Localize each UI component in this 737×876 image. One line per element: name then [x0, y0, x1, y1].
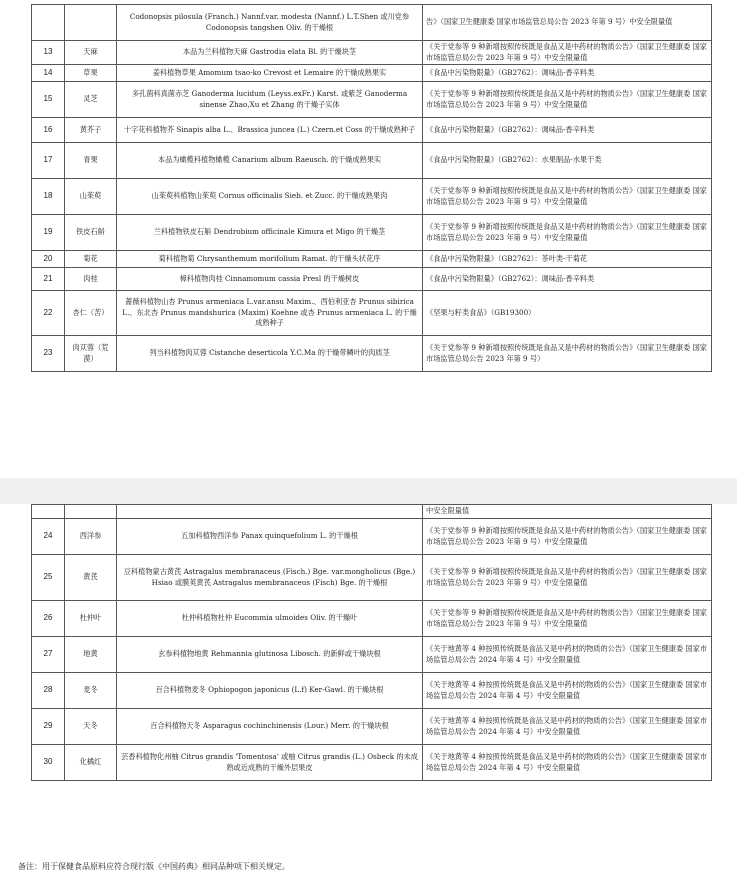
table-row [32, 637, 712, 673]
herb-name: 铁皮石斛 [65, 215, 117, 251]
table-row [32, 555, 712, 601]
row-number: 25 [32, 555, 65, 601]
table-row [32, 673, 712, 709]
table-row [32, 251, 712, 268]
botanical-source: 多孔菌科真菌赤芝 Ganoderma lucidum (Leyss.exFr.) Karst. 或紫芝 Ganoderma sinense Zhao,Xu et Zhang 的干燥子实体 [117, 82, 423, 118]
standard-reference: 《关于党参等 9 种新增按照传统既是食品又是中药材的物质公告》（国家卫生健康委 国家市场监管总局公告 2023 年第 9 号）中安全限量值 [423, 215, 712, 251]
standard-reference: 《坚果与籽类食品》（GB19300） [423, 291, 712, 336]
botanical-source: 五加科植物西洋参 Panax quinquefolium L. 的干燥根 [117, 519, 423, 555]
botanical-source: 樟科植物肉桂 Cinnamomum cassia Presl 的干燥树皮 [117, 268, 423, 291]
herb-name: 地黄 [65, 637, 117, 673]
herb-name [65, 505, 117, 519]
herb-name: 灵芝 [65, 82, 117, 118]
standard-reference: 中安全限量值 [423, 505, 712, 519]
standard-reference: 《关于地黄等 4 种按照传统既是食品又是中药材的物质的公告》（国家卫生健康委 国家市场监管总局公告 2024 年第 4 号）中安全限量值 [423, 709, 712, 745]
row-number: 24 [32, 519, 65, 555]
herb-name: 天冬 [65, 709, 117, 745]
standard-reference: 《关于党参等 9 种新增按照传统既是食品又是中药材的物质公告》（国家卫生健康委 国家市场监管总局公告 2023 年第 9 号）中安全限量值 [423, 82, 712, 118]
standard-reference: 《食品中污染物限量》（GB2762）：调味品-香辛料类 [423, 268, 712, 291]
row-number: 26 [32, 601, 65, 637]
table-row [32, 215, 712, 251]
standard-reference: 《关于党参等 9 种新增按照传统既是食品又是中药材的物质公告》（国家卫生健康委 国家市场监管总局公告 2023 年第 9 号）中安全限量值 [423, 41, 712, 65]
page-gap [0, 478, 737, 504]
herb-name: 青果 [65, 143, 117, 179]
row-number: 20 [32, 251, 65, 268]
botanical-source: 豆科植物蒙古黄芪 Astragalus membranaceus (Fisch.) Bge. var.mongholicus (Bge.) Hsiao 或膜荚黄芪 Astragalus membranaceus (Fisch) Bge. 的干燥根 [117, 555, 423, 601]
row-number: 21 [32, 268, 65, 291]
standard-reference: 《关于党参等 9 种新增按照传统既是食品又是中药材的物质公告》（国家卫生健康委 国家市场监管总局公告 2023 年第 9 号）中安全限量值 [423, 555, 712, 601]
table-row [32, 65, 712, 82]
row-number: 29 [32, 709, 65, 745]
botanical-source: 姜科植物草果 Amomum tsao-ko Crevost et Lemaire 的干燥成熟果实 [117, 65, 423, 82]
herb-name: 菊花 [65, 251, 117, 268]
row-number: 18 [32, 179, 65, 215]
row-number: 17 [32, 143, 65, 179]
table-row [32, 41, 712, 65]
herb-name: 杏仁（苦） [65, 291, 117, 336]
row-number: 28 [32, 673, 65, 709]
table-row [32, 268, 712, 291]
row-number: 30 [32, 745, 65, 781]
herb-name: 天麻 [65, 41, 117, 65]
botanical-source [117, 505, 423, 519]
table-row [32, 82, 712, 118]
herb-name: 草果 [65, 65, 117, 82]
herb-name: 西洋参 [65, 519, 117, 555]
standard-reference: 《关于党参等 9 种新增按照传统既是食品又是中药材的物质公告》（国家卫生健康委 国家市场监管总局公告 2023 年第 9 号） [423, 336, 712, 372]
herb-table-part1 [31, 4, 712, 372]
table-row [32, 709, 712, 745]
botanical-source: 百合科植物天冬 Asparagus cochinchinensis (Lour.) Merr. 的干燥块根 [117, 709, 423, 745]
standard-reference: 《关于地黄等 4 种按照传统既是食品又是中药材的物质的公告》（国家卫生健康委 国家市场监管总局公告 2024 年第 4 号）中安全限量值 [423, 745, 712, 781]
row-number [32, 505, 65, 519]
herb-name: 肉桂 [65, 268, 117, 291]
botanical-source: 本品为橄榄科植物橄榄 Canarium album Raeusch. 的干燥成熟果实 [117, 143, 423, 179]
table-row [32, 601, 712, 637]
table-row [32, 519, 712, 555]
botanical-source: 菊科植物菊 Chrysanthemum morifolium Ramat. 的干燥头状花序 [117, 251, 423, 268]
table-row [32, 505, 712, 519]
botanical-source: 山茱萸科植物山茱萸 Cornus officinalis Sieb. et Zucc. 的干燥成熟果肉 [117, 179, 423, 215]
standard-reference: 《食品中污染物限量》（GB2762）：调味品-香辛料类 [423, 65, 712, 82]
botanical-source: 兰科植物铁皮石斛 Dendrobium officinale Kimura et Migo 的干燥茎 [117, 215, 423, 251]
table-row [32, 143, 712, 179]
table-row [32, 5, 712, 41]
page-bottom [0, 504, 737, 876]
botanical-source: 蔷薇科植物山杏 Prunus armeniaca L.var.ansu Maxim.、西伯利亚杏 Prunus sibirica L.、东北杏 Prunus mandshurica (Maxim) Koehne 或杏 Prunus armeniaca L. 的干燥成熟种子 [117, 291, 423, 336]
row-number: 19 [32, 215, 65, 251]
botanical-source: 百合科植物麦冬 Ophiopogon japonicus (L.f) Ker-Gawl. 的干燥块根 [117, 673, 423, 709]
herb-table-part2 [31, 504, 712, 781]
footnote: 备注：用于保健食品原料应符合现行版《中国药典》相同品种项下相关规定。 [18, 862, 290, 871]
table-row [32, 336, 712, 372]
row-number: 27 [32, 637, 65, 673]
botanical-source: 十字花科植物芥 Sinapis alba L.、Brassica juncea (L.) Czern.et Coss 的干燥成熟种子 [117, 118, 423, 143]
row-number: 16 [32, 118, 65, 143]
botanical-source: 杜仲科植物杜仲 Eucommia ulmoides Oliv. 的干燥叶 [117, 601, 423, 637]
standard-reference: 《食品中污染物限量》（GB2762）：茶叶类-干菊花 [423, 251, 712, 268]
row-number: 15 [32, 82, 65, 118]
standard-reference: 《关于党参等 9 种新增按照传统既是食品又是中药材的物质公告》（国家卫生健康委 国家市场监管总局公告 2023 年第 9 号）中安全限量值 [423, 179, 712, 215]
standard-reference: 《关于党参等 9 种新增按照传统既是食品又是中药材的物质公告》（国家卫生健康委 国家市场监管总局公告 2023 年第 9 号）中安全限量值 [423, 519, 712, 555]
standard-reference: 《关于党参等 9 种新增按照传统既是食品又是中药材的物质公告》（国家卫生健康委 国家市场监管总局公告 2023 年第 9 号）中安全限量值 [423, 601, 712, 637]
row-number [32, 5, 65, 41]
row-number: 23 [32, 336, 65, 372]
row-number: 13 [32, 41, 65, 65]
standard-reference: 《关于地黄等 4 种按照传统既是食品又是中药材的物质的公告》（国家卫生健康委 国家市场监管总局公告 2024 年第 4 号）中安全限量值 [423, 673, 712, 709]
row-number: 22 [32, 291, 65, 336]
botanical-source: Codonopsis pilosula (Franch.) Nannf.var. modesta (Nannf.) L.T.Shen 或川党参 Codonopsis tangshen Oliv. 的干燥根 [117, 5, 423, 41]
standard-reference: 《食品中污染物限量》（GB2762）：水果制品-水果干类 [423, 143, 712, 179]
table-row [32, 291, 712, 336]
row-number: 14 [32, 65, 65, 82]
herb-name [65, 5, 117, 41]
herb-name: 麦冬 [65, 673, 117, 709]
herb-name: 山茱萸 [65, 179, 117, 215]
botanical-source: 玄参科植物地黄 Rehmannia glutinosa Libosch. 的新鲜或干燥块根 [117, 637, 423, 673]
herb-name: 肉苁蓉（荒漠） [65, 336, 117, 372]
herb-name: 黄芥子 [65, 118, 117, 143]
standard-reference: 告》（国家卫生健康委 国家市场监管总局公告 2023 年第 9 号）中安全限量值 [423, 5, 712, 41]
table-row [32, 745, 712, 781]
herb-name: 黄芪 [65, 555, 117, 601]
botanical-source: 列当科植物肉苁蓉 Cistanche deserticola Y.C.Ma 的干燥带鳞叶的肉质茎 [117, 336, 423, 372]
botanical-source: 芸香科植物化州柚 Citrus grandis 'Tomentosa' 或柚 Citrus grandis (L.) Osbeck 的未成熟或近成熟的干燥外层果皮 [117, 745, 423, 781]
botanical-source: 本品为兰科植物天麻 Gastrodia elata Bl. 的干燥块茎 [117, 41, 423, 65]
herb-name: 化橘红 [65, 745, 117, 781]
standard-reference: 《关于地黄等 4 种按照传统既是食品又是中药材的物质的公告》（国家卫生健康委 国家市场监管总局公告 2024 年第 4 号）中安全限量值 [423, 637, 712, 673]
table-row [32, 179, 712, 215]
standard-reference: 《食品中污染物限量》（GB2762）：调味品-香辛料类 [423, 118, 712, 143]
herb-name: 杜仲叶 [65, 601, 117, 637]
table-row [32, 118, 712, 143]
